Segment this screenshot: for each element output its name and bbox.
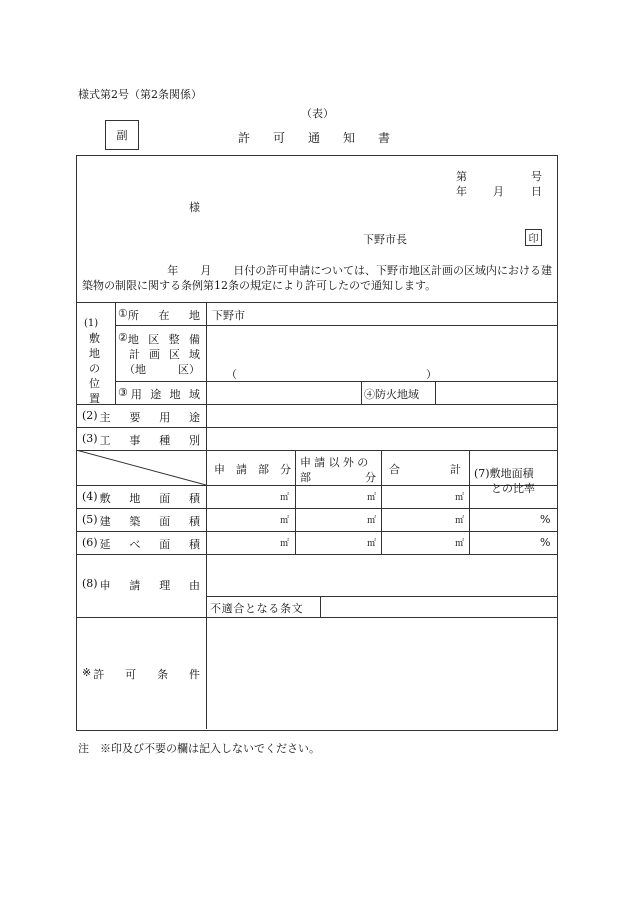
- title-char: 知: [342, 131, 355, 145]
- location-char: 在: [158, 309, 170, 322]
- site-group-char: 敷: [89, 332, 100, 345]
- district-char: 区: [148, 333, 160, 346]
- site-group-label: [89, 331, 100, 406]
- reason-char: 請: [129, 579, 141, 592]
- building-area-label: [82, 513, 200, 529]
- main-use-char: 要: [129, 411, 141, 424]
- main-use-char: 途: [188, 411, 200, 424]
- unit-sqm: ㎡: [280, 493, 290, 503]
- floor-area-label: [82, 536, 200, 552]
- main-use-label: [82, 409, 200, 425]
- title-char: 通: [307, 131, 320, 145]
- main-use-num: (2): [82, 409, 98, 422]
- district-num: ②: [118, 331, 128, 344]
- issuer: 下野市長: [363, 233, 407, 246]
- main-use-char: 用: [159, 411, 171, 424]
- zone-label: [118, 386, 200, 402]
- district-label-1: [118, 331, 200, 347]
- main-use-char: 主: [99, 411, 111, 424]
- nonconforming-label: 不適合となる条文: [210, 602, 304, 615]
- col-total-char: 計: [450, 463, 461, 476]
- district-char: 地: [127, 333, 139, 346]
- location-value: 下野市: [212, 309, 245, 322]
- side-label: （表）: [301, 107, 334, 120]
- site-area-char: 面: [159, 492, 171, 505]
- page-title: [238, 129, 390, 146]
- district-open: （地: [124, 363, 146, 376]
- reason-label: [82, 577, 200, 593]
- col-ratio-line-2: との比率: [491, 482, 535, 495]
- date-day: 日: [531, 185, 542, 198]
- zone-char: 地: [169, 388, 181, 401]
- building-area-char: 面: [159, 515, 171, 528]
- unit-sqm: ㎡: [280, 539, 290, 549]
- col-other-line-1: 申請以外の: [300, 456, 372, 469]
- seal-label: 印: [528, 234, 539, 245]
- body-line-2: 築物の制限に関する条例第12条の規定により許可したので通知します。: [82, 279, 437, 292]
- recipient-suffix: 様: [189, 201, 200, 214]
- site-group-char: の: [89, 362, 100, 375]
- district-char: 画: [149, 348, 160, 361]
- work-type-char: 工: [99, 434, 111, 447]
- site-area-label: [82, 490, 200, 506]
- site-group-num: (1): [84, 318, 99, 329]
- unit-sqm: ㎡: [367, 539, 377, 549]
- col-total-char: 合: [389, 463, 400, 476]
- title-char: 可: [272, 131, 285, 145]
- number-prefix: 第: [456, 170, 467, 183]
- unit-sqm: ㎡: [455, 539, 465, 549]
- work-type-num: (3): [82, 432, 98, 445]
- reason-char: 申: [99, 579, 111, 592]
- site-group-char: 位: [89, 377, 100, 390]
- date-year: 年: [456, 185, 467, 198]
- reason-char: 理: [159, 579, 171, 592]
- copy-box: [105, 120, 139, 150]
- conditions-mark: ※: [82, 666, 92, 679]
- zone-char: 途: [150, 388, 162, 401]
- unit-sqm: ㎡: [455, 493, 465, 503]
- footnote: 注 ※印及び不要の欄は記入しないでください。: [78, 742, 320, 755]
- floor-area-char: 面: [159, 538, 171, 551]
- site-area-char: 地: [129, 492, 141, 505]
- conditions-char: 件: [188, 668, 200, 681]
- work-type-char: 事: [129, 434, 141, 447]
- col-other-char: 部: [300, 471, 311, 484]
- site-area-char: 敷: [99, 492, 111, 505]
- floor-area-num: (6): [82, 536, 98, 549]
- reason-char: 由: [188, 579, 200, 592]
- conditions-label: [82, 666, 200, 682]
- site-area-char: 積: [188, 492, 200, 505]
- location-num: ①: [118, 307, 128, 320]
- location-char: 地: [189, 309, 200, 322]
- site-group-char: 置: [89, 392, 100, 405]
- district-paren-open: （: [226, 368, 237, 381]
- unit-percent: %: [540, 513, 551, 526]
- unit-sqm: ㎡: [367, 493, 377, 503]
- unit-sqm: ㎡: [455, 516, 465, 526]
- building-area-char: 建: [99, 515, 111, 528]
- district-paren-close: ）: [426, 368, 437, 381]
- floor-area-char: 積: [188, 538, 200, 551]
- col-applied: 申 請 部 分: [214, 463, 291, 476]
- title-char: 書: [377, 131, 390, 145]
- unit-percent: %: [540, 536, 551, 549]
- site-group-char: 地: [89, 347, 100, 360]
- work-type-char: 種: [159, 434, 171, 447]
- floor-area-char: 延: [99, 538, 111, 551]
- form-id: 様式第2号（第2条関係）: [78, 88, 202, 101]
- location-label: [118, 307, 200, 323]
- diagonal-line: [76, 450, 207, 486]
- conditions-char: 条: [157, 668, 169, 681]
- reason-num: (8): [82, 577, 98, 590]
- district-char: 整: [168, 333, 180, 346]
- title-char: 許: [238, 131, 251, 145]
- zone-char: 域: [189, 388, 200, 401]
- number-suffix: 号: [531, 170, 542, 183]
- building-area-char: 築: [129, 515, 141, 528]
- building-area-char: 積: [188, 515, 200, 528]
- date-month: 月: [493, 185, 504, 198]
- floor-area-char: べ: [129, 538, 141, 551]
- work-type-char: 別: [188, 434, 200, 447]
- district-char: 計: [129, 348, 140, 361]
- district-char: 域: [189, 348, 200, 361]
- unit-sqm: ㎡: [280, 516, 290, 526]
- col-ratio-line-1: (7)敷地面積: [474, 467, 534, 480]
- col-total: [389, 461, 461, 477]
- district-label-2: [129, 346, 200, 362]
- copy-label: 副: [116, 129, 128, 142]
- district-label-3: [124, 361, 200, 377]
- site-area-num: (4): [82, 490, 98, 503]
- body-line-1: 年 月 日付の許可申請については、下野市地区計画の区域内における建: [167, 264, 552, 277]
- district-char: 区: [169, 348, 180, 361]
- unit-sqm: ㎡: [367, 516, 377, 526]
- conditions-char: 可: [125, 668, 137, 681]
- zone-num: ③: [118, 386, 128, 399]
- location-char: 所: [127, 309, 139, 322]
- district-char: 備: [189, 333, 200, 346]
- work-type-label: [82, 432, 200, 448]
- building-area-num: (5): [82, 513, 98, 526]
- zone-char: 用: [130, 388, 142, 401]
- conditions-char: 許: [93, 668, 105, 681]
- col-other-char: 分: [365, 471, 376, 484]
- seal-box: [525, 229, 542, 246]
- fire-zone-label: ④防火地域: [364, 388, 419, 401]
- district-close: 区）: [178, 363, 200, 376]
- col-other-line-2: [300, 469, 376, 485]
